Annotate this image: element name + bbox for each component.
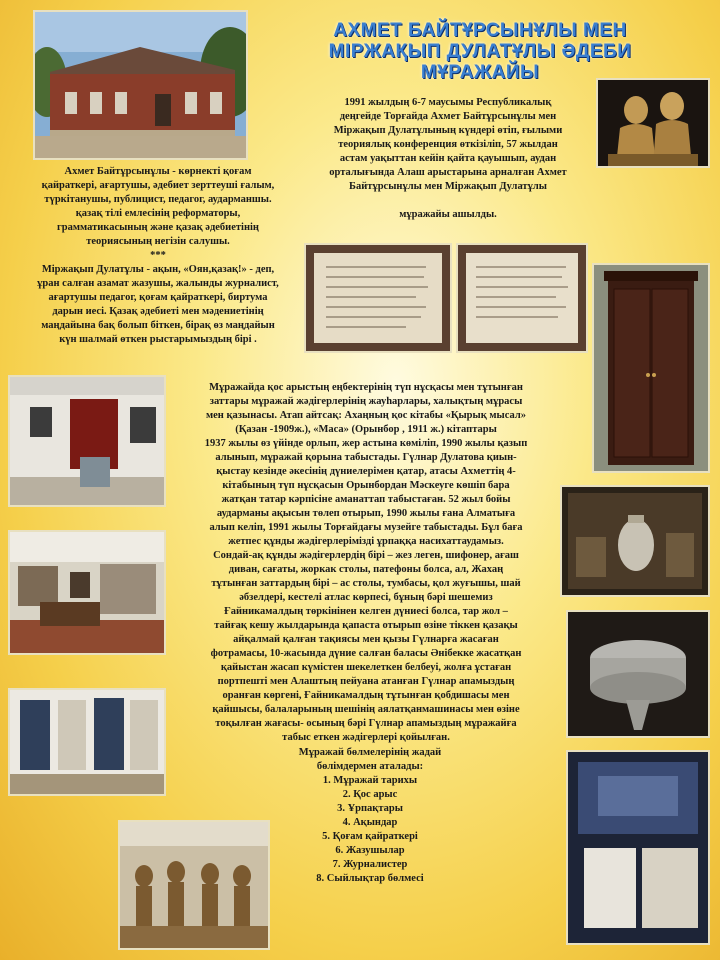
museum-building-photo [33, 10, 248, 160]
bio-line: ұран салған азамат жазушы, жалынды журналист, [37, 278, 279, 289]
main-line: алып келіп, 1991 жылы Торғайдағы музейге табыстады. Бұл бағa [209, 522, 523, 533]
intro-line: теориялық конференция өткізіліп, 57 жылдан [338, 139, 558, 150]
section-item: 7. Журналистер [332, 859, 408, 870]
main-line: айқалмай қалған тақиясы мен қызы Гүлнарға жасаған [233, 634, 499, 645]
main-line: Мұражайда қос арыстың еңбектерінің түп нұсқасы мен тұтынған [209, 382, 523, 393]
bio-line: түркітанушы, публицист, педагог, аударманшы. [44, 194, 272, 205]
intro-line: Міржақып Дулатұлының күндері өтіп, ғылыми [333, 125, 563, 136]
main-line: тұтынған заттардың бірі – ас столы, тумбасы, қол жуғышы, шай [211, 578, 521, 589]
bio-line: Ахмет Байтұрсынұлы - көрнекті қоғам [64, 166, 252, 177]
main-line: алынып, мұражай қорына табыстады. Гүлнар Дулатова қиын- [215, 452, 517, 463]
main-line: қайыстан жасап күмістен шекелеткен белбеуі, жолға ұстаған [220, 662, 512, 673]
intro-line: деңгейде Торғайда Ахмет Байтұрсынұлы мен [339, 111, 557, 122]
monument-photo [596, 78, 710, 168]
title-line-1: АХМЕТ БАЙТҰРСЫНҰЛЫ МЕН [333, 20, 627, 41]
main-line: фотрамасы, 10-жасында дүние салған баласы Әнібекке жасатқан [210, 648, 522, 659]
section-item: 8. Сыйлықтар бөлмесі [316, 873, 424, 884]
sections-list [270, 746, 470, 886]
main-line: қыстау кезінде әкесінің дүниелерімен қатар, атасы Ахметтің 4- [216, 466, 516, 477]
intro-line: мұражайы ашылды. [399, 209, 497, 220]
main-line: аударманы ақысын төлеп отырып, 1990 жылы ғана Алматыға [216, 508, 516, 519]
section-item: 3. Ұрпақтары [337, 803, 403, 814]
main-line: қайшысы, балаларының шешінің аялатқанмашинасы мен өзіне [212, 704, 520, 715]
main-line: диван, сағаты, жоркак столы, патефоны болса, ал, Жахаң [228, 564, 504, 575]
textiles-display-photo [566, 750, 710, 945]
bio-line: грамматикасының және қазақ әдебиетінің [57, 222, 259, 233]
section-item: 4. Ақындар [342, 817, 398, 828]
main-text [166, 381, 566, 745]
intro-line: 1991 жылдың 6-7 маусымы Республикалық [344, 97, 552, 108]
main-line: оранған көргені, Ғайникамалдың тұтынған қобдишасы мен [222, 690, 510, 701]
section-item: 6. Жазушылар [335, 845, 405, 856]
wardrobe-photo [592, 263, 710, 473]
main-line: жатқан татар кәрпісіне аманаттап табыстаған. 52 жыл бойы [221, 494, 511, 505]
exhibit-hall-photo-3 [8, 688, 166, 796]
intro-line: астам уақыттан кейін қайта қауышып, аудан [339, 153, 557, 164]
bio-line: қайраткері, ағартушы, әдебиет зерттеуші ғалым, [41, 180, 275, 191]
main-line: 1937 жылы өз үйінде орлып, жер астына көміліп, 1990 жылы қазып [204, 438, 528, 449]
silver-bowl-photo [566, 610, 710, 738]
main-line: Сондай-ақ құнды жәдігерлердің бірі – жез леген, шифонер, ағаш [213, 550, 519, 561]
bio-line: күн шалмай өткен рыстарымыздың бірі . [59, 334, 257, 345]
bio-line: теориясының негізін салушы. [86, 236, 230, 247]
exhibit-hall-photo-1 [8, 375, 166, 507]
page-title [290, 20, 670, 83]
section-item: 5. Қоғам қайраткері [322, 831, 418, 842]
main-line: кітабының түп нұсқасын Орынбордан Мәскеуге көшіп бара [222, 480, 510, 491]
bio-line: ағартушы педагог, қоғам қайраткері, биртума [48, 292, 268, 303]
section-item: 1. Мұражай тарихы [322, 775, 418, 786]
manuscript-photo-1 [304, 243, 452, 353]
title-line-2: МІРЖАҚЫП ДУЛАТҰЛЫ ӘДЕБИ [328, 41, 632, 62]
main-line: табыс еткен жәдігерлері қойылған. [282, 732, 450, 743]
main-line: әбзелдері, кестелі атлас көрпесі, бұның бәрі шешемиз [239, 592, 493, 603]
bio-line: маңдайына бақ болып біткен, бірақ өз маңдайын [41, 320, 275, 331]
sections-heading: бөлімдермен аталады: [316, 761, 424, 772]
bio-line: Міржақып Дулатұлы - ақын, «Оян,қазақ!» - деп, [41, 264, 275, 275]
intro-line: Байтұрсынұлы мен Міржақып Дулатұлы [349, 181, 547, 192]
main-line: Ғайникамалдың төркінінен келген дүниесі болса, тар жол – [224, 606, 508, 617]
main-line: заттары мұражай жәдігерлерінің жауһарлары, халықтың мұрасы [209, 396, 523, 407]
main-line: мен қазынасы. Атап айтсақ: Ахаңның қос кітабы «Қырық мысал» [205, 410, 526, 421]
bio-line: *** [150, 250, 166, 261]
main-line: жетпес құнды жәдігерлерімізді ұрпаққа насихаттаудамыз. [228, 536, 504, 547]
main-line: тоқылған жағасы- осының бәрі Гүлнар апамыздың мұражайға [215, 718, 517, 729]
bio-line: дарын иесі. Қазақ әдебиеті мен мәдениетінің [52, 306, 264, 317]
intro-text [298, 96, 598, 222]
intro-line: орталығында Алаш арыстарына арналған Ахмет [329, 167, 567, 178]
samovar-display-photo [560, 485, 710, 597]
sections-heading: Мұражай бөлмелерінің жадай [298, 747, 442, 758]
bio-text [8, 165, 308, 347]
bio-line: қазақ тілі емлесінің реформаторы, [75, 208, 241, 219]
main-line: портпешті мен Алаштың пейуана атанған Гүлнар апамыздың [217, 676, 515, 687]
title-line-3: МҰРАЖАЙЫ [420, 62, 540, 83]
main-line: (Қазан -1909ж.), «Маса» (Орынбор , 1911 ж.) кітаптары [235, 424, 497, 435]
main-line: тайғақ кешу жылдарында қапаста отырып өзіне тіккен қазақы [214, 620, 518, 631]
intro-line [298, 194, 598, 208]
exhibit-hall-photo-2 [8, 530, 166, 655]
busts-room-photo [118, 820, 270, 950]
section-item: 2. Қос арыс [342, 789, 398, 800]
manuscript-photo-2 [456, 243, 588, 353]
